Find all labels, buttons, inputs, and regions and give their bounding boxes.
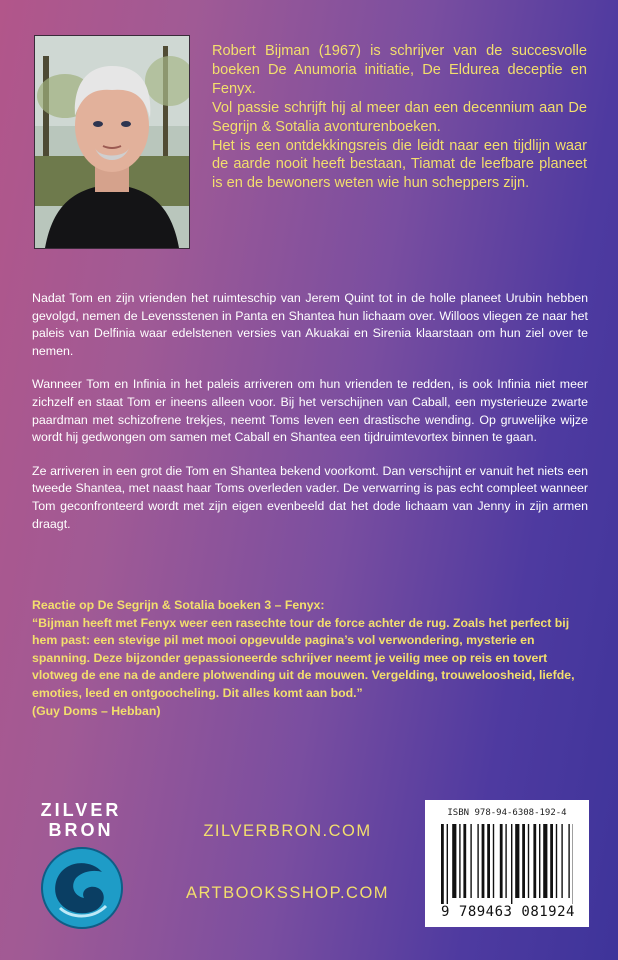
author-bio-paragraph: Het is een ontdekkingsreis die leidt naar een tijdlijn waar de aarde nooit heeft bestaan, Tiamat de leefbare planeet is en de bewoners weten wie hun scheppers zijn. bbox=[212, 137, 587, 192]
publisher-logo-line1: ZILVER bbox=[40, 800, 122, 820]
barcode-bar bbox=[452, 824, 456, 898]
barcode-bar bbox=[500, 824, 503, 898]
author-bio bbox=[212, 42, 587, 193]
barcode-bar bbox=[511, 824, 512, 904]
barcode-bar bbox=[550, 824, 553, 898]
barcode-bar bbox=[533, 824, 536, 898]
barcode-bar bbox=[493, 824, 494, 898]
review-block bbox=[32, 597, 588, 720]
barcode-bar bbox=[463, 824, 466, 898]
zilverbron-logo-emblem-icon bbox=[40, 846, 124, 930]
synopsis-paragraph: Wanneer Tom en Infinia in het paleis arriveren om hun vrienden te redden, is ook Infinia niet meer zichzelf en staat Tom er ineens alleen voor. Bij het verschijnen van Caball, een mysterieuze zwarte paardman met schizofrene trekjes, neemt Toms leven een drastische wending. Op gruwelijke wijze wordt hij gedwongen om samen met Caball en Shantea een tijdruimtevortex binnen te gaan. bbox=[32, 377, 588, 445]
author-photo bbox=[34, 35, 190, 249]
author-bio-paragraph: Vol passie schrijft hij al meer dan een decennium aan De Segrijn & Sotalia avonturenboeken. bbox=[212, 99, 587, 135]
publisher-logo-line2: BRON bbox=[48, 820, 114, 840]
barcode-bar bbox=[441, 824, 444, 904]
author-bio-paragraph: Robert Bijman (1967) is schrijver van de succesvolle boeken De Anumoria initiatie, De Eldurea deceptie en Fenyx. bbox=[212, 43, 587, 97]
synopsis-paragraph: Nadat Tom en zijn vrienden het ruimteschip van Jerem Quint tot in de holle planeet Urubin hebben gevolgd, nemen de Levensstenen in Panta en Shantea hun lichaam over. Willoos vliegen ze naar het paleis van Delfinia waar edelstenen versies van Akuakai en Sirenia klaarstaan om hun ziel over te nemen. bbox=[32, 291, 588, 358]
barcode-bar bbox=[487, 824, 490, 898]
review-quote: “Bijman heeft met Fenyx weer een rasechte tour de force achter de rug. Zoals het perfect bij hem past: een stevige pil met mooi opgevulde pagina’s vol verwondering, mysterie en spanning. Deze bijzonder gepassioneerde schrijver neemt je veilig mee op reis en tovert vlotweg de ene na de andere plotwending uit de mouwen. Vergelding, trouweloosheid, liefde, emoties, leed en ontgoocheling. Dit alles komt aan bod.” bbox=[32, 615, 575, 700]
barcode-bar bbox=[528, 824, 529, 898]
author-portrait-image bbox=[35, 36, 189, 248]
isbn-label: ISBN 978-94-6308-192-4 bbox=[447, 808, 567, 818]
barcode-icon bbox=[441, 824, 573, 904]
barcode-bar bbox=[505, 824, 506, 898]
synopsis-paragraph: Ze arriveren in een grot die Tom en Shantea bekend voorkomt. Dan verschijnt er vanuit het niets een tweede Shantea, met naast haar Toms overleden vader. De verwarring is pas echt compleet wanneer Tom geconfronteerd wordt met zijn eigen evenbeeld dat het dode lichaam van Jenny in zijn armen draagt. bbox=[32, 463, 588, 531]
barcode-bar bbox=[568, 824, 569, 898]
book-synopsis bbox=[32, 290, 588, 549]
website-link-artbooksshop[interactable]: ARTBOOKSSHOP.COM bbox=[185, 884, 390, 902]
review-heading: Reactie op De Segrijn & Sotalia boeken 3 – Fenyx: bbox=[32, 598, 325, 612]
barcode-bar bbox=[447, 824, 448, 904]
barcode-bar bbox=[477, 824, 478, 898]
review-attribution: (Guy Doms – Hebban) bbox=[32, 703, 161, 718]
barcode-bar bbox=[470, 824, 471, 898]
barcode-bar bbox=[482, 824, 485, 898]
barcode-bar bbox=[561, 824, 562, 898]
barcode-bar bbox=[459, 824, 460, 898]
barcode-bar bbox=[556, 824, 557, 898]
barcode-digits: 9 789463 081924 bbox=[441, 904, 575, 920]
barcode-bar bbox=[543, 824, 547, 898]
barcode-box bbox=[425, 800, 589, 927]
barcode-bar bbox=[515, 824, 519, 898]
barcode-bar bbox=[522, 824, 525, 898]
barcode-bar bbox=[539, 824, 540, 898]
website-link-zilverbron[interactable]: ZILVERBRON.COM bbox=[203, 822, 372, 840]
